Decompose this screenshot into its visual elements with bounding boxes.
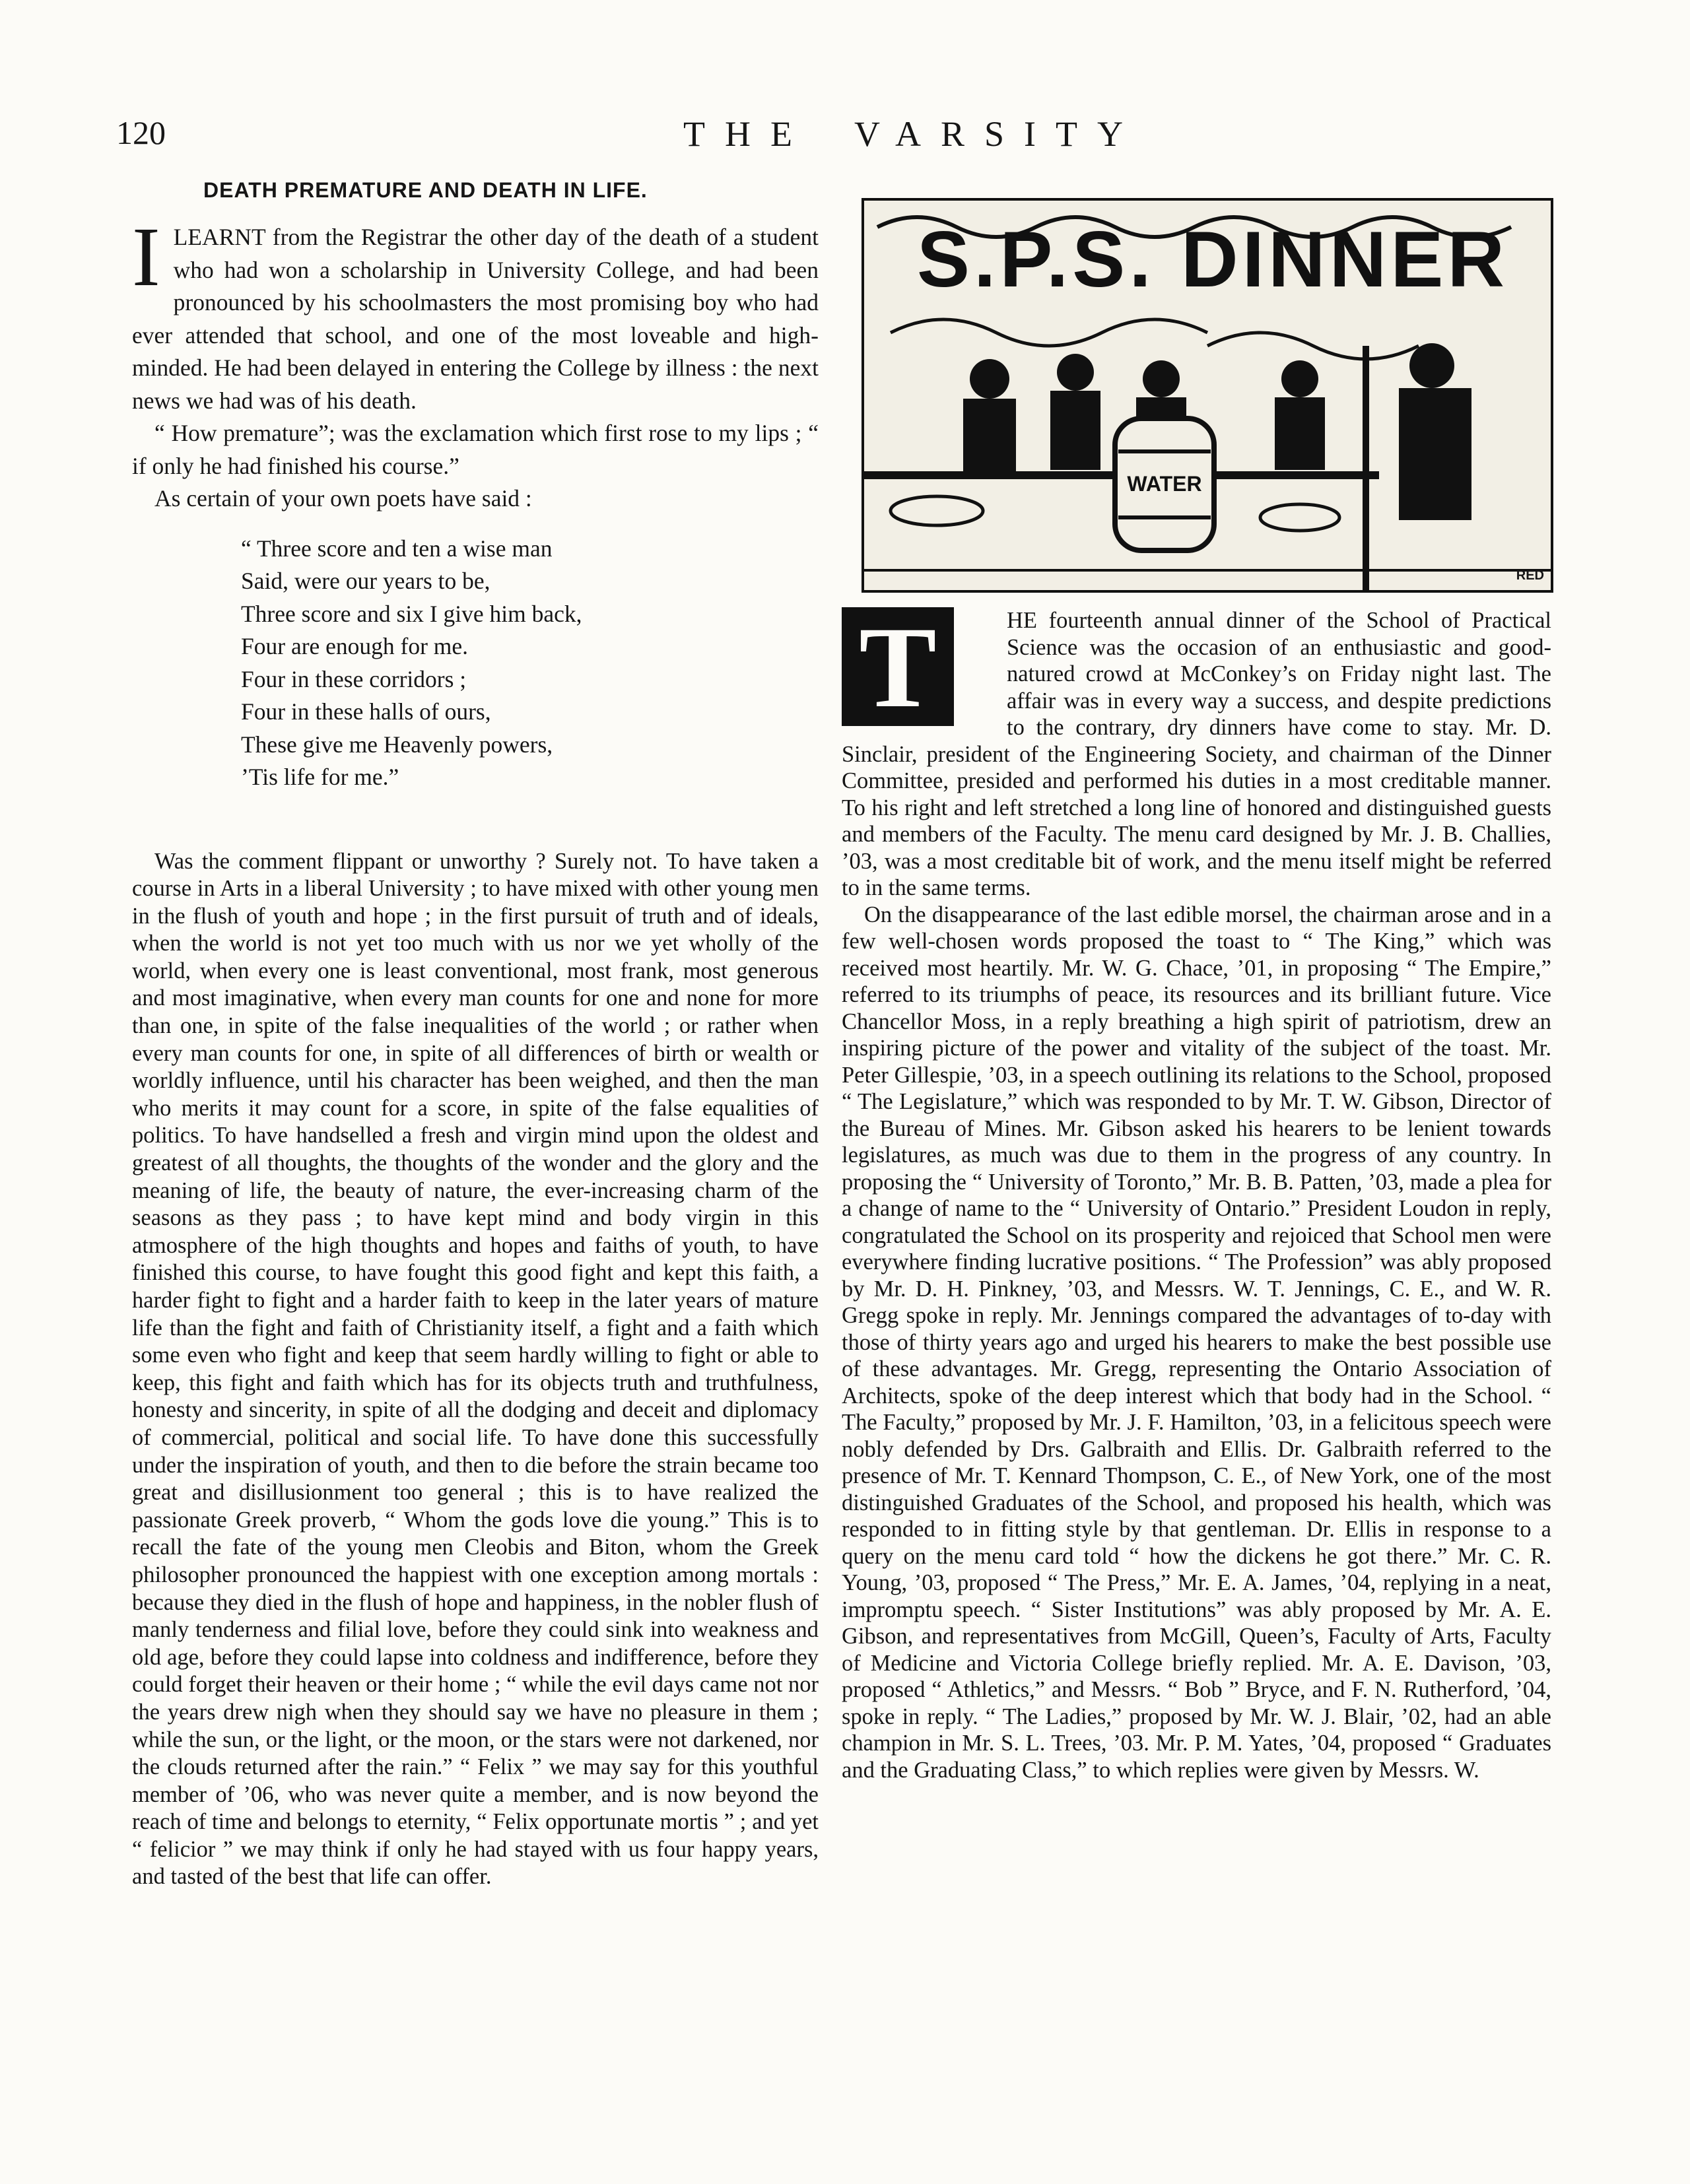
poem-line: Four in these corridors ; xyxy=(241,665,467,692)
paragraph xyxy=(132,210,819,417)
poem-line: These give me Heavenly powers, xyxy=(241,731,553,758)
paragraph: “ How premature”; was the exclamation which first rose to my lips ; “ if only he had finished his course.” xyxy=(132,420,819,479)
page-number: 120 xyxy=(116,114,166,151)
barrel-label: WATER xyxy=(1127,472,1202,496)
paragraph-text: HE fourteenth annual dinner of the School of Practical Science was the occasion of an enthusiastic and good-natured crowd at McConkey’s on Friday night last. The affair was in every way a success, and despite predictions to the contrary, dry dinners have come to stay. Mr. D. Sinclair, president of the Engineering Society, and chairman of the Dinner Committee, presided and performed his duties in a most creditable manner. To his right and left stretched a long line of honored and distinguished guests and members of the Faculty. The menu card designed by Mr. J. B. Challies, ’03, was a most creditable bit of work, and the menu itself might be referred to in the same terms. xyxy=(842,608,1551,900)
poem xyxy=(241,533,819,794)
poem-line: Said, were our years to be, xyxy=(241,568,490,594)
page-header xyxy=(0,114,1690,160)
dinner-illustration xyxy=(862,198,1553,593)
paragraph xyxy=(842,603,1551,902)
paragraph: On the disappearance of the last edible morsel, the chairman arose and in a few well-chosen words proposed the toast to “ The King,” which was received most heartily. Mr. W. G. Chace, ’01, in proposing “ The Empire,” referred to its triumphs of peace, its resources and its brilliant future. Vice Chancellor Moss, in a reply breathing a high spirit of patriotism, drew an inspiring picture of the power and vitality of the subject of the toast. Mr. Peter Gillespie, ’03, in a speech outlining its relations to the School, proposed “ The Legislature,” which was responded to by Mr. T. W. Gibson, Director of the Bureau of Mines. Mr. Gibson asked his hearers to be lenient towards legislatures, as much was due to them in the progress of any country. In proposing the “ University of Toronto,” Mr. B. B. Patten, ’03, made a plea for a change of name to the “ University of Ontario.” President Loudon in reply, congratulated the School on its prosperity and rejoiced that School men were everywhere finding lucrative positions. “ The Profession” was ably proposed by Mr. D. H. Pinkney, ’03, and Messrs. W. T. Jennings, C. E., and W. R. Gregg spoke in reply. Mr. Jennings compared the advantages of to-day with those of thirty years ago and urged his hearers to make the best possible use of these advantages. Mr. Gregg, representing the Ontario Association of Architects, spoke of the deep interest which that body had in the School. “ The Faculty,” proposed by Mr. J. F. Hamilton, ’03, in a felicitous speech were nobly defended by Drs. Galbraith and Ellis. Dr. Galbraith referred to the presence of Mr. T. Kennard Thompson, C. E., of New York, one of the most distinguished Graduates of the School, and proposed his health, which was responded to in fitting style by that gentleman. Dr. Ellis in response to a query on the menu card told “ how the dickens he got there.” Mr. C. R. Young, ’03, proposed “ The Press,” Mr. E. A. James, ’04, replying in a neat, impromptu speech. “ Sister Institutions” was ably proposed by Mr. A. E. Gibson, and representatives from McGill, Queen’s, Faculty of Arts, Faculty of Medicine and Victoria College briefly replied. Mr. A. E. Davison, ’03, proposed “ Athletics,” and Messrs. “ Bob ” Bryce, and F. N. Rutherford, ’04, spoke in reply. “ The Ladies,” proposed by Mr. W. J. Blair, ’02, had an able champion in Mr. S. L. Trees, ’03. Mr. P. M. Yates, ’04, proposed “ Graduates and the Graduating Class,” to which replies were given by Messrs. W. xyxy=(842,902,1551,1783)
drop-cap: I xyxy=(132,210,160,304)
paragraph: As certain of your own poets have said : xyxy=(154,485,532,512)
illustration-banner: S.P.S. DINNER xyxy=(917,215,1509,304)
poem-line: Four in these halls of ours, xyxy=(241,698,491,725)
poem-line: ’Tis life for me.” xyxy=(241,764,399,790)
masthead-word: VARSITY xyxy=(854,114,1143,154)
left-column xyxy=(132,178,819,1891)
poem-line: “ Three score and ten a wise man xyxy=(241,535,553,562)
poem-line: Three score and six I give him back, xyxy=(241,600,582,627)
right-column xyxy=(842,198,1551,1783)
drop-cap: T xyxy=(842,607,954,726)
masthead xyxy=(683,114,1143,154)
masthead-word: THE xyxy=(683,114,812,154)
article-title: DEATH PREMATURE AND DEATH IN LIFE. xyxy=(203,178,648,202)
paragraph-text: LEARNT from the Registrar the other day of the death of a student who had won a scholarship in University College, and had been pronounced by his schoolmasters the most promising boy who had ever attended that school, and one of the most loveable and high-minded. He had been delayed in entering the College by illness : the next news we had was of his death. xyxy=(132,224,819,414)
paragraph: Was the comment flippant or unworthy ? Surely not. To have taken a course in Arts in a liberal University ; to have mixed with other young men in the flush of youth and hope ; in the first pursuit of truth and of ideals, when the world is not yet too much with us nor we yet wholly of the world, when every one is least conventional, most frank, most generous and most imaginative, when every man counts for one and none for more than one, in spite of the false inequalities of the world ; or rather when every man counts for one, in spite of all differences of birth or wealth or worldly influence, until his character has been weighed, and then the man who merits it may count for a score, in spite of the false equalities of politics. To have handselled a fresh and virgin mind upon the oldest and greatest of all thoughts, the thoughts of the wonder and the glory and the meaning of life, the beauty of nature, the ever-increasing charm of the seasons as they pass ; to have kept mind and body virgin in this atmosphere of the high thoughts and hopes and faiths of youth, to have finished this course, to have fought this good fight and kept this faith, a harder fight to fight and a harder faith to keep in the later years of mature life than the fight and faith of Christianity itself, a fight and a faith which some even who fight and keep that seem hardly willing to fight or able to keep, this fight and faith which has for its objects truth and truthfulness, honesty and sincerity, in spite of all the dodging and deceit and diplomacy of commercial, political and social life. To have done this successfully under the inspiration of youth, and then to die before the strain became too great and disillusionment too general ; this is to have realized the passionate Greek proverb, “ Whom the gods love die young.” This is to recall the fate of the young men Cleobis and Biton, whom the Greek philosopher pronounced the happiest with one exception among mortals : because they died in the flush of hope and happiness, in the nobler flush of manly tenderness and filial love, before they could sink into weakness and old age, before they could lapse into coldness and indifference, before they could forget their heaven or their home ; “ while the evil days came not nor the years drew nigh when they should say we have no pleasure in them ; while the sun, or the light, or the moon, or the stars were not darkened, nor the clouds returned after the rain.” “ Felix ” we may say for this youthful member of ’06, who was never quite a member, and is now beyond the reach of time and belongs to eternity, “ Felix opportunate mortis ” ; and yet “ felicior ” we may think if only he had stayed with us four happy years, and tasted of the best that life can offer. xyxy=(132,848,819,1890)
poem-line: Four are enough for me. xyxy=(241,633,469,659)
artist-signature: RED xyxy=(1516,568,1544,583)
drop-cap-box xyxy=(842,603,994,732)
